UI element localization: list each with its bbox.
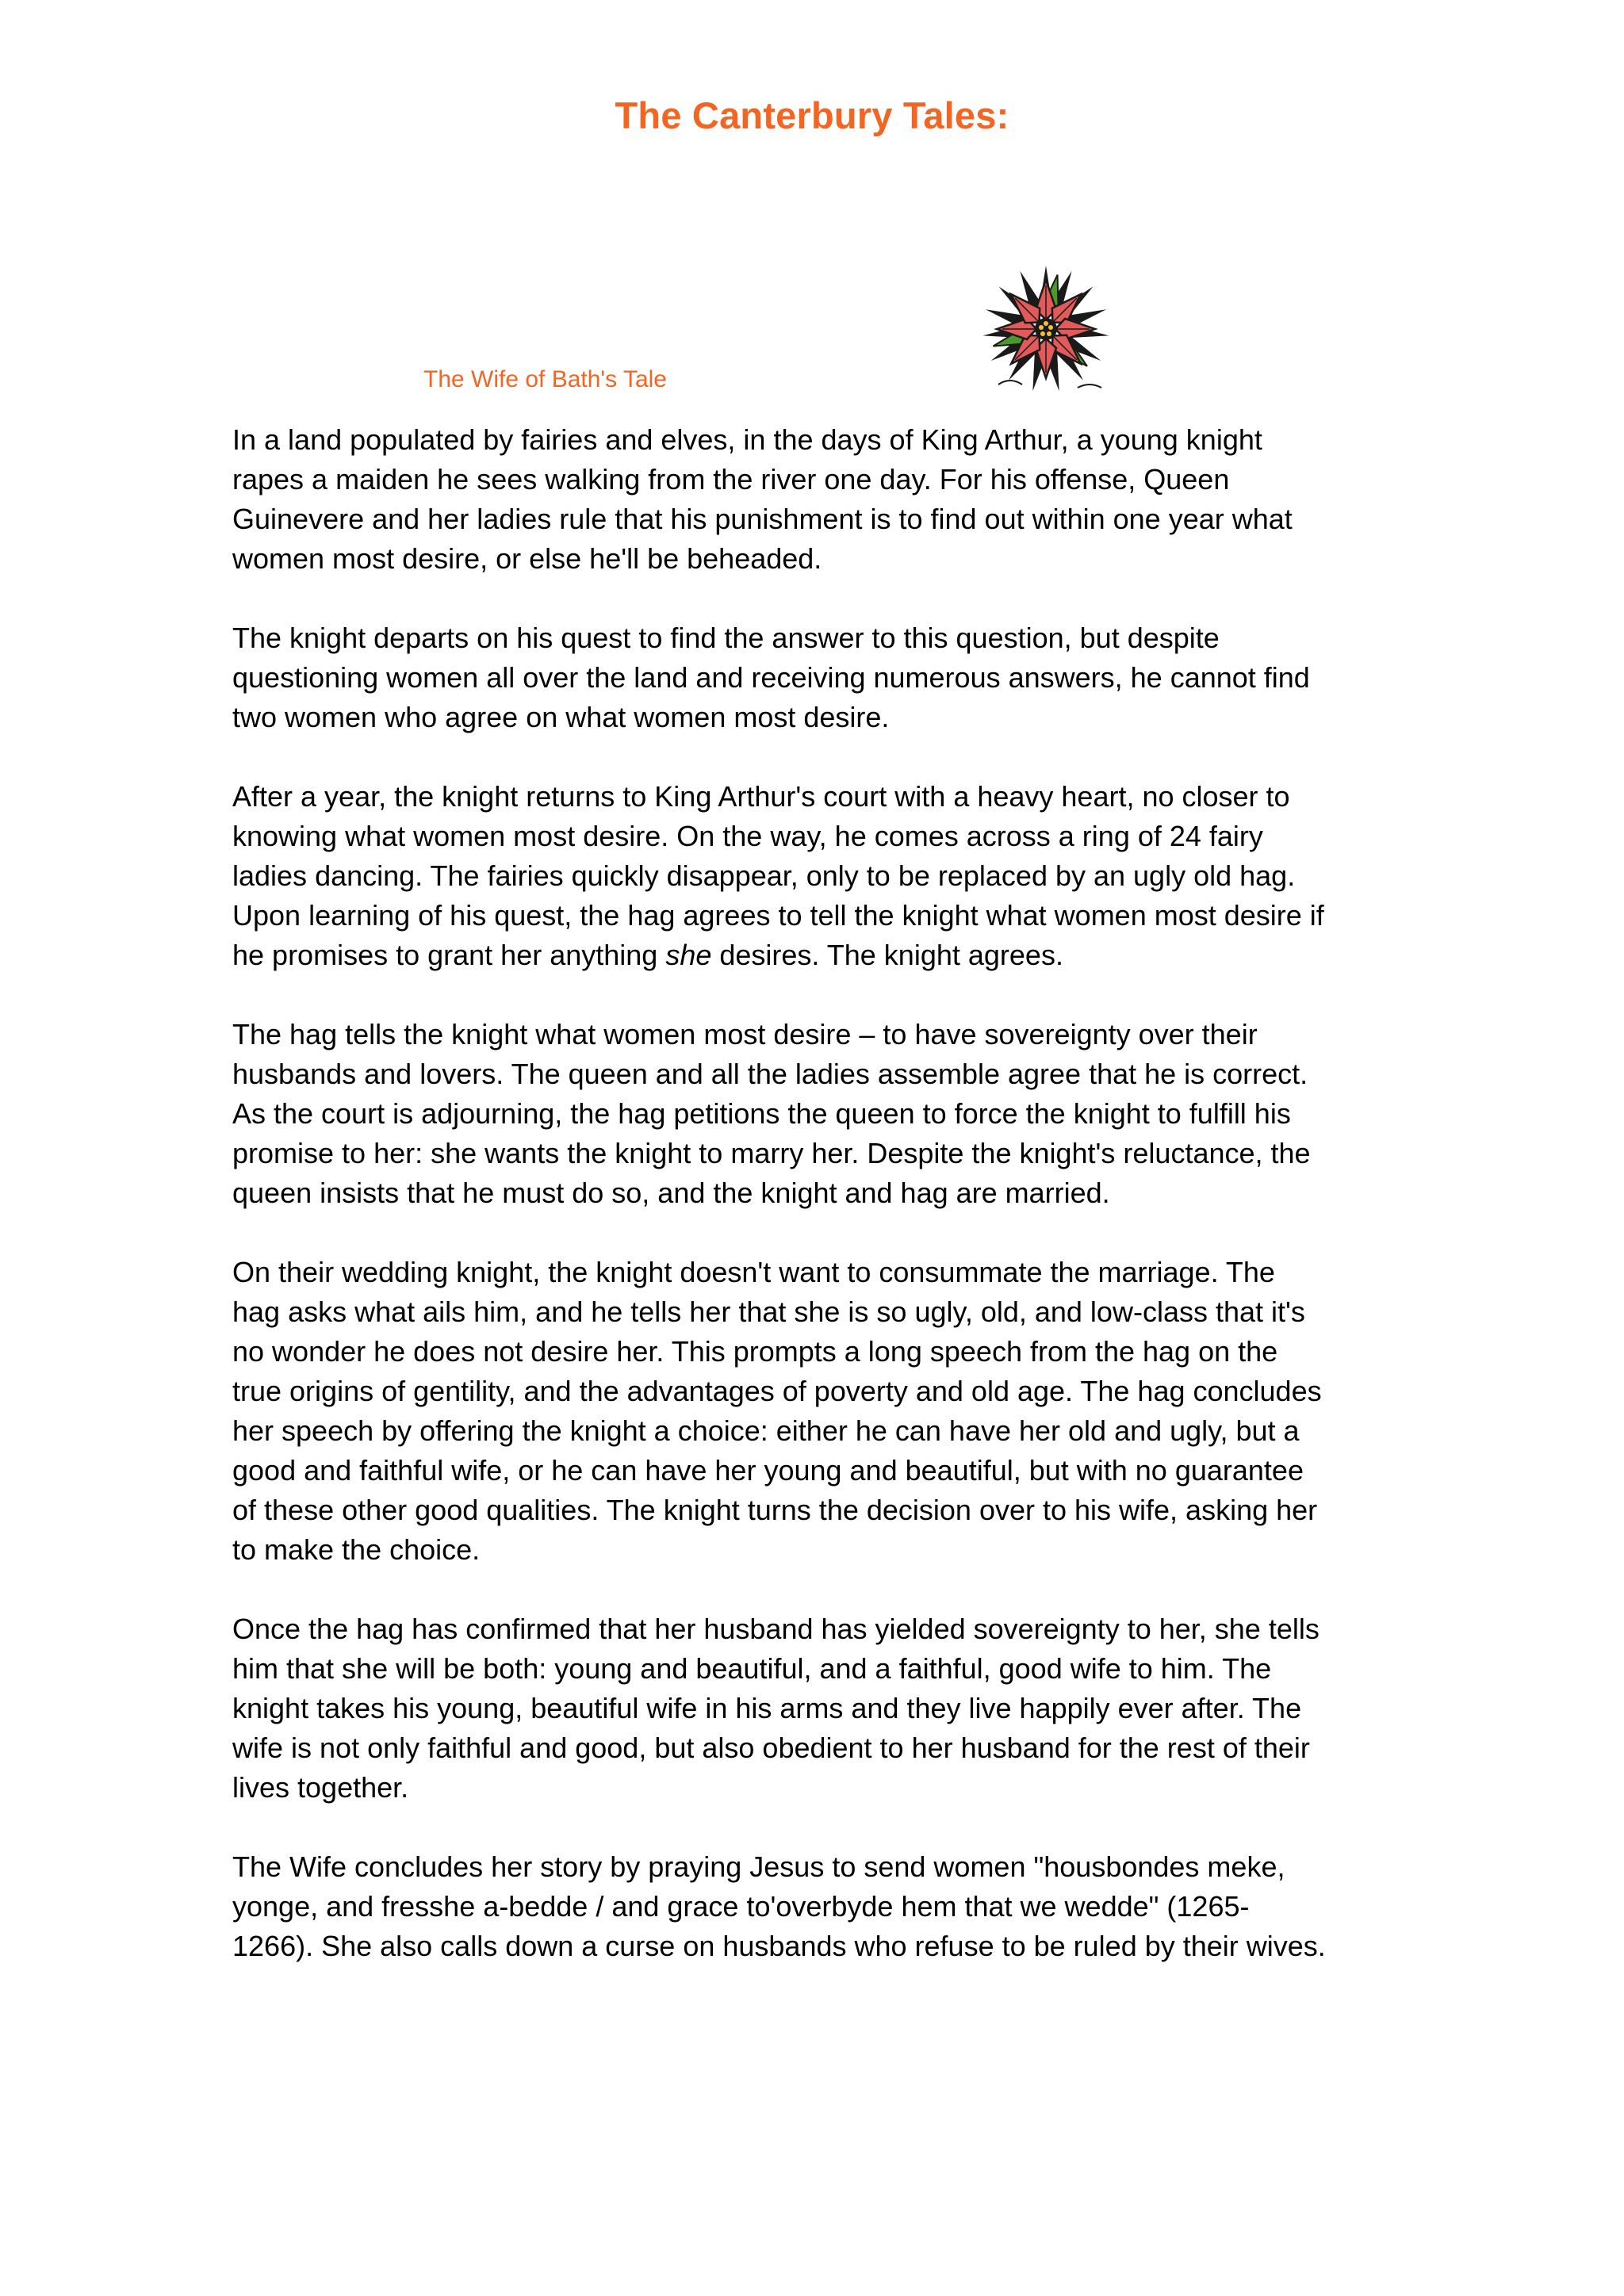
paragraph-3-part-2: desires. The knight agrees. xyxy=(711,939,1063,971)
tale-subtitle: The Wife of Bath's Tale xyxy=(423,366,667,392)
paragraph-6: Once the hag has confirmed that her husband has yielded sovereignty to her, she tells him that she will be both: young and beautiful, and a faithful, good wife to him. The knight takes his young, beautiful wife in his arms and they live happily ever after. The wife is not only faithful and good, but also obedient to her husband for the rest of their lives together. xyxy=(232,1613,1320,1804)
paragraph-1: In a land populated by fairies and elves, in the days of King Arthur, a young knight rapes a maiden he sees walking from the river one day. For his offense, Queen Guinevere and her ladies rule that his punishment is to find out within one year what women most desire, or else he'll be beheaded. xyxy=(232,423,1293,575)
paragraph-7: The Wife concludes her story by praying Jesus to send women "housbondes meke, yonge, and fresshe a-bedde / and grace to'overbyde hem that we wedde" (1265-1266). She also calls down a curse on husbands who refuse to be ruled by their wives. xyxy=(232,1850,1326,1962)
paragraph-3 xyxy=(232,777,1327,975)
poinsettia-flower-icon xyxy=(979,262,1113,396)
document-body xyxy=(232,420,1327,2006)
paragraph-3-emphasis: she xyxy=(665,939,712,971)
paragraph-2: The knight departs on his quest to find the answer to this question, but despite questioning women all over the land and receiving numerous answers, he cannot find two women who agree on what women most desire. xyxy=(232,622,1310,733)
document-title: The Canterbury Tales: xyxy=(615,94,1009,136)
paragraph-3-part-1: After a year, the knight returns to King Arthur's court with a heavy heart, no closer to knowing what women most desire. On the way, he comes across a ring of 24 fairy ladies dancing. The fairies quickly disappear, only to be replaced by an ugly old hag. Upon learning of his quest, the hag agrees to tell the knight what women most desire if he promises to grant her anything xyxy=(232,780,1324,971)
paragraph-4: The hag tells the knight what women most desire – to have sovereignty over their husbands and lovers. The queen and all the ladies assemble agree that he is correct. As the court is adjourning, the hag petitions the queen to force the knight to fulfill his promise to her: she wants the knight to marry her. Despite the knight's reluctance, the queen insists that he must do so, and the knight and hag are married. xyxy=(232,1018,1311,1209)
paragraph-5: On their wedding knight, the knight doesn't want to consummate the marriage. The hag asks what ails him, and he tells her that she is so ugly, old, and low-class that it's no wonder he does not desire her. This prompts a long speech from the hag on the true origins of gentility, and the advantages of poverty and old age. The hag concludes her speech by offering the knight a choice: either he can have her old and ugly, but a good and faithful wife, or he can have her young and beautiful, but with no guarantee of these other good qualities. The knight turns the decision over to his wife, asking her to make the choice. xyxy=(232,1256,1322,1566)
